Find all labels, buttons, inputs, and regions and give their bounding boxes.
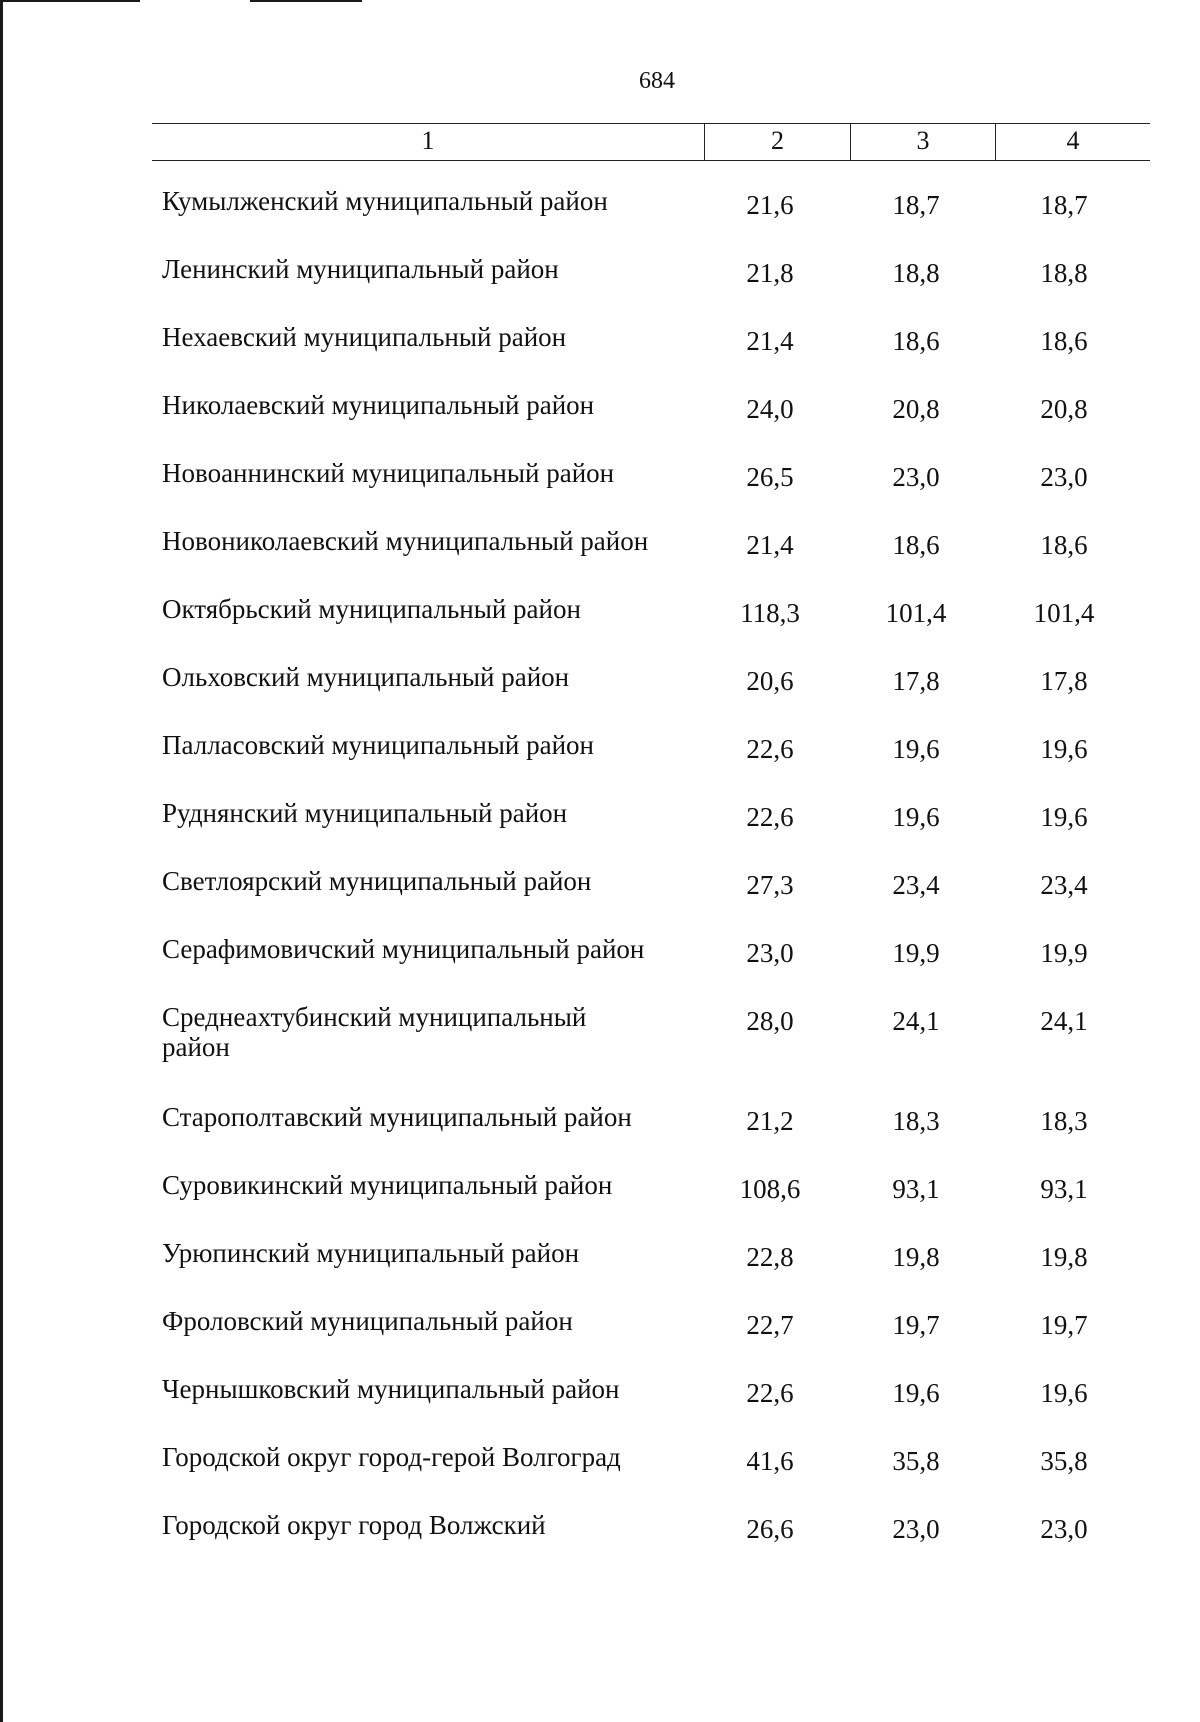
table-header [152,123,1150,161]
value-col-3: 19,8 [892,1242,940,1272]
value-col-2: 22,6 [746,734,794,764]
district-name: Новониколаевский муниципальный район [162,526,649,556]
scan-edge [0,0,3,1722]
scan-mark [0,0,140,2]
value-col-2: 28,0 [746,1006,794,1036]
page-number: 684 [639,68,675,94]
district-name: Урюпинский муниципальный район [162,1238,580,1268]
table-row [162,458,1162,526]
district-name: Серафимовичский муниципальный район [162,934,645,964]
value-col-3: 18,6 [892,326,940,356]
district-name: Суровикинский муниципальный район [162,1170,613,1200]
value-col-4: 18,8 [1040,258,1088,288]
table-row [162,1170,1162,1238]
value-col-4: 101,4 [1033,598,1095,628]
value-col-4: 19,6 [1040,802,1088,832]
table-row [162,1306,1162,1374]
table-row [162,254,1162,322]
value-col-4: 24,1 [1040,1006,1088,1036]
table-row [162,1374,1162,1442]
district-name: Чернышковский муниципальный район [162,1374,620,1404]
district-name: Палласовский муниципальный район [162,730,594,760]
district-name: Новоаннинский муниципальный район [162,458,615,488]
value-col-2: 22,6 [746,1378,794,1408]
district-name: Октябрьский муниципальный район [162,594,581,624]
district-name: Среднеахтубинский муниципальный район [162,1002,587,1062]
value-col-3: 17,8 [892,666,940,696]
value-col-2: 21,2 [746,1106,794,1136]
table-row [162,322,1162,390]
value-col-2: 118,3 [740,598,800,628]
value-col-4: 18,6 [1040,326,1088,356]
value-col-4: 23,4 [1040,870,1088,900]
district-name: Городской округ город Волжский [162,1510,546,1540]
table-row [162,1002,1162,1102]
district-name: Фроловский муниципальный район [162,1306,573,1336]
value-col-2: 108,6 [739,1174,801,1204]
value-col-2: 24,0 [746,394,794,424]
district-name: Николаевский муниципальный район [162,390,595,420]
table-row [162,186,1162,254]
table-row [162,390,1162,458]
value-col-2: 20,6 [746,666,794,696]
value-col-2: 22,6 [746,802,794,832]
scan-mark [250,0,362,2]
value-col-2: 26,5 [746,462,794,492]
table-body [162,186,1162,1578]
value-col-4: 23,0 [1040,462,1088,492]
value-col-2: 22,7 [746,1310,794,1340]
value-col-2: 41,6 [746,1446,794,1476]
value-col-4: 35,8 [1040,1446,1088,1476]
value-col-2: 22,8 [746,1242,794,1272]
value-col-3: 23,0 [892,1514,940,1544]
district-name: Светлоярский муниципальный район [162,866,592,896]
value-col-4: 93,1 [1040,1174,1088,1204]
value-col-3: 18,8 [892,258,940,288]
value-col-3: 19,6 [892,734,940,764]
district-name: Ольховский муниципальный район [162,662,570,692]
column-header-4: 4 [995,124,1150,160]
value-col-2: 26,6 [746,1514,794,1544]
value-col-4: 18,7 [1040,190,1088,220]
value-col-3: 18,7 [892,190,940,220]
value-col-2: 21,6 [746,190,794,220]
value-col-3: 101,4 [885,598,947,628]
value-col-3: 18,3 [892,1106,940,1136]
table-row [162,866,1162,934]
value-col-3: 35,8 [892,1446,940,1476]
table-row [162,934,1162,1002]
column-header-1: 1 [421,126,435,155]
table-row [162,662,1162,730]
value-col-3: 19,6 [892,1378,940,1408]
value-col-4: 23,0 [1040,1514,1088,1544]
table-row [162,594,1162,662]
value-col-3: 23,4 [892,870,940,900]
district-name: Ленинский муниципальный район [162,254,559,284]
value-col-4: 19,7 [1040,1310,1088,1340]
value-col-2: 23,0 [746,938,794,968]
value-col-2: 21,4 [746,530,794,560]
value-col-4: 20,8 [1040,394,1088,424]
column-header-3: 3 [850,124,995,160]
value-col-4: 19,6 [1040,1378,1088,1408]
value-col-4: 18,3 [1040,1106,1088,1136]
value-col-2: 21,8 [746,258,794,288]
value-col-4: 18,6 [1040,530,1088,560]
value-col-3: 19,9 [892,938,940,968]
value-col-4: 19,8 [1040,1242,1088,1272]
value-col-3: 18,6 [892,530,940,560]
table-row [162,798,1162,866]
district-name: Руднянский муниципальный район [162,798,568,828]
value-col-4: 19,9 [1040,938,1088,968]
value-col-3: 19,6 [892,802,940,832]
value-col-3: 20,8 [892,394,940,424]
value-col-4: 19,6 [1040,734,1088,764]
column-header-2: 2 [704,124,850,160]
table-row [162,526,1162,594]
table-row [162,730,1162,798]
value-col-3: 19,7 [892,1310,940,1340]
value-col-2: 27,3 [746,870,794,900]
table-row [162,1510,1162,1578]
district-name: Старополтавский муниципальный район [162,1102,632,1132]
table-row [162,1238,1162,1306]
value-col-3: 93,1 [892,1174,940,1204]
value-col-3: 24,1 [892,1006,940,1036]
district-name: Нехаевский муниципальный район [162,322,567,352]
table-row [162,1102,1162,1170]
value-col-3: 23,0 [892,462,940,492]
district-name: Городской округ город-герой Волгоград [162,1442,621,1472]
table-row [162,1442,1162,1510]
value-col-4: 17,8 [1040,666,1088,696]
district-name: Кумылженский муниципальный район [162,186,608,216]
value-col-2: 21,4 [746,326,794,356]
